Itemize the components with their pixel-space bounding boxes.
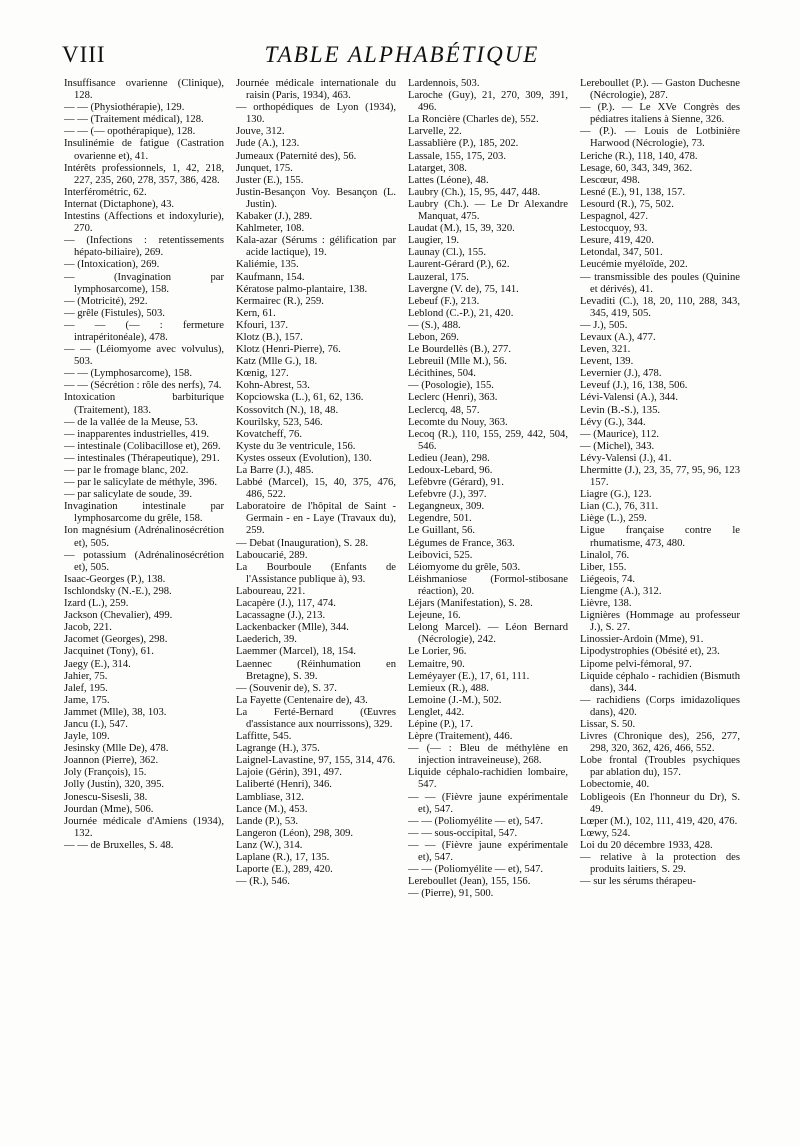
index-entry: Insulinémie de fatigue (Castration ovarienne et), 41. [64, 138, 224, 162]
index-entry: Leucémie myéloïde, 202. [580, 259, 688, 271]
index-entry: Lièvre, 138. [580, 598, 632, 610]
index-entry: Jourdan (Mme), 506. [64, 803, 154, 815]
index-entry: Lejeune, 16. [408, 610, 461, 622]
index-entry: Lambliase, 312. [236, 791, 304, 803]
index-entry: — — (— opothérapique), 128. [64, 126, 196, 138]
index-entry: — Debat (Inauguration), S. 28. [236, 537, 369, 549]
index-entry: Kovatcheff, 76. [236, 428, 302, 440]
index-entry: Le Guillant, 56. [408, 525, 476, 537]
index-entry: Laurent-Gérard (P.), 62. [408, 259, 510, 271]
index-entry: Laederich, 39. [236, 634, 297, 646]
index-entry: Laemmer (Marcel), 18, 154. [236, 646, 357, 658]
index-entry: Klotz (B.), 157. [236, 331, 303, 343]
index-column-1 [64, 78, 224, 900]
index-entry: Lereboullet (P.). — Gaston Duchesne (Nécrologie), 287. [580, 78, 740, 102]
index-entry: — (Michel), 343. [580, 440, 655, 452]
index-entry: Internat (Dictaphone), 43. [64, 198, 175, 210]
index-entry: Labbé (Marcel), 15, 40, 375, 476, 486, 522. [236, 477, 396, 501]
index-entry: Joannon (Pierre), 362. [64, 755, 159, 767]
index-entry: Launay (Cl.), 155. [408, 247, 486, 259]
index-entry: Jumeaux (Paternité des), 56. [236, 150, 357, 162]
index-entry: Kopciowska (L.), 61, 62, 136. [236, 392, 364, 404]
index-entry: Lefebvre (J.), 397. [408, 489, 487, 501]
index-entry: — — (Poliomyélite — et), 547. [408, 815, 544, 827]
index-entry: — inapparentes industrielles, 419. [64, 428, 210, 440]
index-entry: Junquet, 175. [236, 162, 293, 174]
index-entry: Liber, 155. [580, 561, 627, 573]
index-entry: — J.), 505. [580, 319, 628, 331]
index-entry: Kala-azar (Sérums : gélification par acide lactique), 19. [236, 235, 396, 259]
index-entry: Lande (P.), 53. [236, 815, 299, 827]
index-entry: Leclercq, 48, 57. [408, 404, 480, 416]
index-entry: Liquide céphalo-rachidien lombaire, 547. [408, 767, 568, 791]
index-entry: Lipome pelvi-fémoral, 97. [580, 658, 692, 670]
index-entry: Jonescu-Sisesli, 38. [64, 791, 148, 803]
index-entry: Lesné (E.), 91, 138, 157. [580, 186, 686, 198]
index-entry: — — (Lymphosarcome), 158. [64, 368, 192, 380]
index-entry: — (Pierre), 91, 500. [408, 888, 494, 900]
index-entry: Leven, 321. [580, 344, 631, 356]
index-entry: Larvelle, 22. [408, 126, 462, 138]
index-entry: — — de Bruxelles, S. 48. [64, 839, 174, 851]
index-entry: Ischlondsky (N.-E.), 298. [64, 585, 172, 597]
index-entry: Laennec (Réinhumation en Bretagne), S. 39. [236, 658, 396, 682]
index-entry: Laplane (R.), 17, 135. [236, 852, 330, 863]
index-entry: Kahlmeter, 108. [236, 223, 305, 235]
index-entry: Kourilsky, 523, 546. [236, 416, 323, 428]
index-entry: Jancu (I.), 547. [64, 718, 128, 730]
index-entry: Laignel-Lavastine, 97, 155, 314, 476. [236, 755, 396, 767]
index-entry: Levaux (A.), 477. [580, 331, 656, 343]
index-entry: Lackenbacker (Mlle), 344. [236, 622, 349, 634]
index-entry: — — (Fièvre jaune expérimentale et), 547. [408, 839, 568, 863]
index-entry: Lescœur, 498. [580, 174, 640, 186]
index-entry: Lespagnol, 427. [580, 211, 648, 223]
index-entry: La Bourboule (Enfants de l'Assistance publique à), 93. [236, 561, 396, 585]
index-entry: — — (Fièvre jaune expérimentale et), 547. [408, 791, 568, 815]
index-entry: Ion magnésium (Adrénalinosécrétion et), 505. [64, 525, 224, 549]
index-entry: — — (Traitement médical), 128. [64, 114, 204, 126]
index-entry: Lévy (G.), 344. [580, 416, 646, 428]
index-entry: Latarget, 308. [408, 162, 467, 174]
index-entry: Justin-Besançon Voy. Besançon (L. Justin). [236, 186, 396, 210]
index-entry: Lépine (P.), 17. [408, 718, 474, 730]
index-entry: — (R.), 546. [236, 876, 290, 888]
index-entry: Lassale, 155, 175, 203. [408, 150, 506, 162]
index-entry: Levin (B.-S.), 135. [580, 404, 661, 416]
index-entry: — par le salicylate de méthyle, 396. [64, 477, 217, 489]
index-entry: La Ferté-Bernard (Œuvres d'assistance aux nourrissons), 329. [236, 706, 396, 730]
index-entry: — — (Poliomyélite — et), 547. [408, 864, 544, 876]
index-entry: Kossovitch (N.), 18, 48. [236, 404, 339, 416]
index-entry: Lesourd (R.), 75, 502. [580, 198, 674, 210]
index-column-2 [236, 78, 396, 900]
index-entry: Lefèbvre (Gérard), 91. [408, 477, 504, 489]
index-entry: Kohn-Abrest, 53. [236, 380, 310, 392]
index-entry: Lance (M.), 453. [236, 803, 308, 815]
index-entry: Kern, 61. [236, 307, 276, 319]
index-entry: Lipodystrophies (Obésité et), 23. [580, 646, 720, 658]
index-entry: La Fayette (Centenaire de), 43. [236, 694, 368, 706]
index-entry: Jude (A.), 123. [236, 138, 300, 150]
index-entry: Legangneux, 309. [408, 501, 485, 513]
index-entry: Lécithines, 504. [408, 368, 476, 380]
index-entry: Loi du 20 décembre 1933, 428. [580, 839, 713, 851]
index-entry: Lelong Marcel). — Léon Bernard (Nécrologie), 242. [408, 622, 568, 646]
index-entry: Kabaker (J.), 289. [236, 211, 313, 223]
index-entry: — relative à la protection des produits laitiers, S. 29. [580, 852, 740, 876]
index-column-4 [580, 78, 740, 900]
index-entry: Lemoine (J.-M.), 502. [408, 694, 502, 706]
index-entry: Lenglet, 442. [408, 706, 465, 718]
index-entry: Kœnig, 127. [236, 368, 289, 380]
index-entry: Laboratoire de l'hôpital de Saint - Germain - en - Laye (Travaux du), 259. [236, 501, 396, 537]
index-entry: Leriche (R.), 118, 140, 478. [580, 150, 698, 162]
index-entry: — (Infections : retentissements hépato-biliaire), 269. [64, 235, 224, 259]
page-header [62, 42, 742, 72]
index-entry: Levaditi (C.), 18, 20, 110, 288, 343, 345, 419, 505. [580, 295, 740, 319]
index-entry: Lhermitte (J.), 23, 35, 77, 95, 96, 123 157. [580, 465, 740, 489]
index-entry: Jolly (Justin), 320, 395. [64, 779, 165, 791]
index-entry: Insuffisance ovarienne (Clinique), 128. [64, 78, 224, 102]
index-entry: — grêle (Fistules), 503. [64, 307, 165, 319]
index-entry: — sur les sérums thérapeu- [580, 876, 696, 888]
index-entry: Kaufmann, 154. [236, 271, 305, 283]
index-entry: Lagrange (H.), 375. [236, 743, 320, 755]
page-number: VIII [62, 42, 106, 67]
index-entry: Lesure, 419, 420. [580, 235, 654, 247]
index-entry: Levent, 139. [580, 356, 634, 368]
index-entry: Kfouri, 137. [236, 319, 289, 331]
index-entry: Klotz (Henri-Pierre), 76. [236, 344, 341, 356]
index-entry: Lecoq (R.), 110, 155, 259, 442, 504, 546. [408, 428, 568, 452]
index-entry: Laroche (Guy), 21, 270, 309, 391, 496. [408, 90, 568, 114]
index-entry: — (Maurice), 112. [580, 428, 660, 440]
index-entry: Lobe frontal (Troubles psychiques par ablation du), 157. [580, 755, 740, 779]
index-entry: Lestocquoy, 93. [580, 223, 648, 235]
index-entry: Lattes (Léone), 48. [408, 174, 489, 186]
index-entry: Juster (E.), 155. [236, 174, 304, 186]
index-entry: — — (Physiothérapie), 129. [64, 102, 185, 114]
index-entry: Lœper (M.), 102, 111, 419, 420, 476. [580, 815, 738, 827]
index-entry: — (Souvenir de), S. 37. [236, 682, 337, 694]
index-entry: Lobligeois (En l'honneur du Dr), S. 49. [580, 791, 740, 815]
index-entry: Levernier (J.), 478. [580, 368, 662, 380]
index-entry: Lereboullet (Jean), 155, 156. [408, 876, 531, 888]
index-entry: Lassablière (P.), 185, 202. [408, 138, 519, 150]
index-entry: Léishmaniose (Formol-stibosane réaction), 20. [408, 573, 568, 597]
index-entry: Kyste du 3e ventricule, 156. [236, 440, 356, 452]
index-entry: Lardennois, 503. [408, 78, 480, 89]
index-entry: Jayle, 109. [64, 731, 110, 743]
index-entry: — de la vallée de la Meuse, 53. [64, 416, 198, 428]
index-entry: Jacob, 221. [64, 622, 112, 634]
index-entry: Laporte (E.), 289, 420. [236, 864, 333, 876]
index-entry: Le Lorier, 96. [408, 646, 467, 658]
index-entry: Lauzeral, 175. [408, 271, 469, 283]
index-entry: — (Posologie), 155. [408, 380, 494, 392]
index-entry: Livres (Chronique des), 256, 277, 298, 320, 362, 426, 466, 552. [580, 731, 740, 755]
index-entry: Legendre, 501. [408, 513, 472, 525]
index-entry: Invagination intestinale par lymphosarcome du grêle, 158. [64, 501, 224, 525]
index-entry: Lévy-Valensi (J.), 41. [580, 452, 672, 464]
index-entry: Izard (L.), 259. [64, 598, 129, 610]
index-entry: Liquide céphalo - rachidien (Bismuth dans), 344. [580, 670, 740, 694]
index-entry: Lajoie (Gérin), 391, 497. [236, 767, 342, 779]
index-entry: — potassium (Adrénalinosécrétion et), 505. [64, 549, 224, 573]
index-entry: Jesinsky (Mlle De), 478. [64, 743, 169, 755]
index-entry: Léjars (Manifestation), S. 28. [408, 598, 533, 610]
index-entry: Laliberté (Henri), 346. [236, 779, 332, 791]
index-entry: — transmissible des poules (Quinine et dérivés), 41. [580, 271, 740, 295]
index-entry: Jalef, 195. [64, 682, 108, 694]
index-entry: Lévi-Valensi (A.), 344. [580, 392, 678, 404]
index-entry: Lebon, 269. [408, 331, 459, 343]
index-entry: Laugier, 19. [408, 235, 460, 247]
page-title: TABLE ALPHABÉTIQUE [264, 42, 540, 67]
index-entry: Jacquinet (Tony), 61. [64, 646, 154, 658]
index-entry: — intestinale (Colibacillose et), 269. [64, 440, 221, 452]
index-entry: Lemieux (R.), 488. [408, 682, 489, 694]
index-entry: Lesage, 60, 343, 349, 362. [580, 162, 693, 174]
index-entry: Laffitte, 545. [236, 731, 292, 743]
index-entry: Laubry (Ch.). — Le Dr Alexandre Manquat, 475. [408, 198, 568, 223]
index-entry: Intérêts professionnels, 1, 42, 218, 227, 235, 260, 278, 357, 386, 428. [64, 162, 224, 186]
index-entry: Leclerc (Henri), 363. [408, 392, 498, 404]
index-entry: Lian (C.), 76, 311. [580, 501, 659, 513]
index-entry: — — sous-occipital, 547. [408, 827, 518, 839]
index-entry: Ligue française contre le rhumatisme, 473, 480. [580, 525, 740, 549]
index-entry: Jackson (Chevalier), 499. [64, 610, 173, 622]
index-entry: — (P.). — Louis de Lotbinière Harwood (Nécrologie), 73. [580, 126, 740, 150]
index-entry: Leméyayer (E.), 17, 61, 111. [408, 670, 530, 682]
index-entry: Liège (L.), 259. [580, 513, 647, 525]
index-entry: Le Bourdellès (B.), 277. [408, 344, 511, 356]
index-entry: Laboureau, 221. [236, 585, 306, 597]
index-entry: Jame, 175. [64, 694, 110, 706]
index-entry: Lignières (Hommage au professeur J.), S. 27. [580, 610, 740, 634]
index-entry: Kermairec (R.), 259. [236, 295, 324, 307]
index-entry: Intestins (Affections et indoxylurie), 270. [64, 211, 224, 235]
index-entry: La Barre (J.), 485. [236, 465, 314, 476]
index-column-3 [408, 78, 568, 900]
index-entry: Lemaitre, 90. [408, 658, 465, 670]
index-entry: Légumes de France, 363. [408, 537, 515, 549]
index-entry: Intoxication barbiturique (Traitement), 183. [64, 392, 224, 416]
index-entry: Kaliémie, 135. [236, 259, 299, 271]
index-entry: Jacomet (Georges), 298. [64, 634, 168, 646]
index-entry: Isaac-Georges (P.), 138. [64, 573, 166, 585]
index-entry: Liengme (A.), 312. [580, 585, 662, 597]
index-entry: Kératose palmo-plantaire, 138. [236, 283, 368, 295]
index-entry: — — (— : fermeture intrapéritonéale), 478. [64, 319, 224, 343]
index-entry: Linossier-Ardoin (Mme), 91. [580, 634, 704, 646]
index-entry: — par le fromage blanc, 202. [64, 465, 189, 476]
index-entry: — (P.). — Le XVe Congrès des pédiatres italiens à Sienne, 326. [580, 102, 740, 126]
index-entry: Katz (Mlle G.), 18. [236, 356, 318, 368]
index-entry: — par salicylate de soude, 39. [64, 489, 192, 501]
index-entry: Journée médicale internationale du raisin (Paris, 1934), 463. [236, 78, 396, 102]
index-entry: — (Invagination par lymphosarcome), 158. [64, 271, 224, 295]
index-entry: — (Intoxication), 269. [64, 259, 160, 271]
index-entry: Interférométric, 62. [64, 186, 147, 198]
index-entry: Laudat (M.), 15, 39, 320. [408, 223, 515, 235]
index-entry: Jammet (Mlle), 38, 103. [64, 706, 167, 718]
index-entry: Lebreuil (Mlle M.), 56. [408, 356, 507, 368]
index-entry: Leblond (C.-P.), 21, 420. [408, 307, 514, 319]
index-entry: Ledoux-Lebard, 96. [408, 465, 493, 476]
index-entry: Joly (François), 15. [64, 767, 147, 779]
index-entry: Lacapère (J.), 117, 474. [236, 598, 336, 610]
index-entry: Langeron (Léon), 298, 309. [236, 827, 354, 839]
index-entry: — — (Sécrétion : rôle des nerfs), 74. [64, 380, 222, 392]
index-entry: Lanz (W.), 314. [236, 839, 303, 851]
index-entry: Jahier, 75. [64, 670, 108, 682]
index-entry: Lecomte du Nouy, 363. [408, 416, 508, 428]
index-entry: Lacassagne (J.), 213. [236, 610, 326, 622]
index-entry: Linalol, 76. [580, 549, 630, 561]
index-entry: Ledieu (Jean), 298. [408, 452, 490, 464]
index-entry: Leibovici, 525. [408, 549, 473, 561]
index-entry: Letondal, 347, 501. [580, 247, 663, 259]
index-entry: — intestinales (Thérapeutique), 291. [64, 452, 220, 464]
index-entry: Léiomyome du grêle, 503. [408, 561, 521, 573]
index-entry: — (S.), 488. [408, 319, 461, 331]
index-entry: — orthopédiques de Lyon (1934), 130. [236, 102, 396, 126]
index-entry: Lèpre (Traitement), 446. [408, 731, 513, 743]
index-entry: Lavergne (V. de), 75, 141. [408, 283, 519, 295]
index-entry: Jaegy (E.), 314. [64, 658, 131, 670]
index-entry: Kystes osseux (Evolution), 130. [236, 452, 372, 464]
index-entry: Leveuf (J.), 16, 138, 506. [580, 380, 688, 392]
index-entry: Lebeuf (F.), 213. [408, 295, 480, 307]
index-entry: Liagre (G.), 123. [580, 489, 652, 501]
index-entry: Jouve, 312. [236, 126, 285, 138]
index-entry: — (Motricité), 292. [64, 295, 148, 307]
index-entry: — rachidiens (Corps imidazoliques dans), 420. [580, 694, 740, 718]
index-entry: Lœwy, 524. [580, 827, 631, 839]
index-entry: — (— : Bleu de méthylène en injection intraveineuse), 268. [408, 743, 568, 767]
index-columns [64, 78, 740, 900]
index-entry: Laubry (Ch.), 15, 95, 447, 448. [408, 186, 541, 198]
index-entry: Laboucarié, 289. [236, 549, 308, 561]
index-entry: Liégeois, 74. [580, 573, 636, 585]
index-entry: Lissar, S. 50. [580, 718, 636, 730]
index-entry: Journée médicale d'Amiens (1934), 132. [64, 815, 224, 839]
index-entry: — — (Léiomyome avec volvulus), 503. [64, 344, 224, 368]
index-entry: La Roncière (Charles de), 552. [408, 114, 539, 126]
index-entry: Lobectomie, 40. [580, 779, 650, 791]
